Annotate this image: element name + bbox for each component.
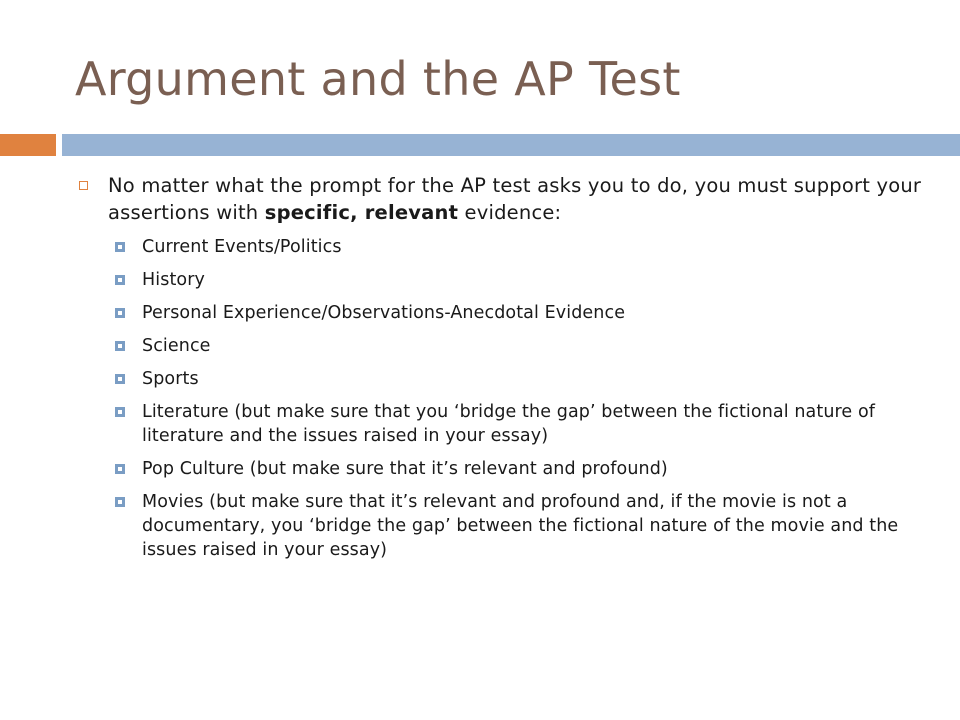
- accent-bar-orange: [0, 134, 56, 156]
- list-item-text: History: [142, 270, 205, 290]
- main-text-bold: specific, relevant: [264, 201, 459, 224]
- list-item-text: Literature (but make sure that you ‘bridge the gap’ between the fictional nature of literature and the issues raised in your essay): [142, 402, 876, 446]
- list-item: [72, 490, 932, 562]
- slide-title: Argument and the AP Test: [75, 52, 681, 106]
- square-bullet-icon: [79, 181, 88, 190]
- list-item-text: Current Events/Politics: [142, 237, 342, 257]
- list-item: [72, 301, 932, 325]
- square-bullet-icon: [115, 374, 125, 384]
- list-item-text: Sports: [142, 369, 199, 389]
- square-bullet-icon: [115, 497, 125, 507]
- square-bullet-icon: [115, 341, 125, 351]
- square-bullet-icon: [115, 464, 125, 474]
- list-item-text: Movies (but make sure that it’s relevant and profound and, if the movie is not a documentary, you ‘bridge the gap’ between the fictional nature of the movie and the issues raised in your essay): [142, 492, 899, 560]
- list-item-text: Pop Culture (but make sure that it’s relevant and profound): [142, 459, 668, 479]
- list-item: [72, 334, 932, 358]
- main-bullet-item: [72, 172, 932, 226]
- list-item: [72, 457, 932, 481]
- square-bullet-icon: [115, 308, 125, 318]
- list-item-text: Science: [142, 336, 211, 356]
- square-bullet-icon: [115, 407, 125, 417]
- evidence-list: [72, 235, 932, 562]
- list-item: [72, 400, 932, 448]
- list-item: [72, 235, 932, 259]
- square-bullet-icon: [115, 242, 125, 252]
- accent-bar-blue: [62, 134, 960, 156]
- main-text-after: evidence:: [458, 201, 562, 224]
- square-bullet-icon: [115, 275, 125, 285]
- list-item: [72, 268, 932, 292]
- list-item-text: Personal Experience/Observations-Anecdotal Evidence: [142, 303, 626, 323]
- slide-body: [72, 172, 932, 571]
- main-text-before: No matter what the prompt for the AP test asks you to do, you must support your assertions with: [108, 174, 922, 224]
- list-item: [72, 367, 932, 391]
